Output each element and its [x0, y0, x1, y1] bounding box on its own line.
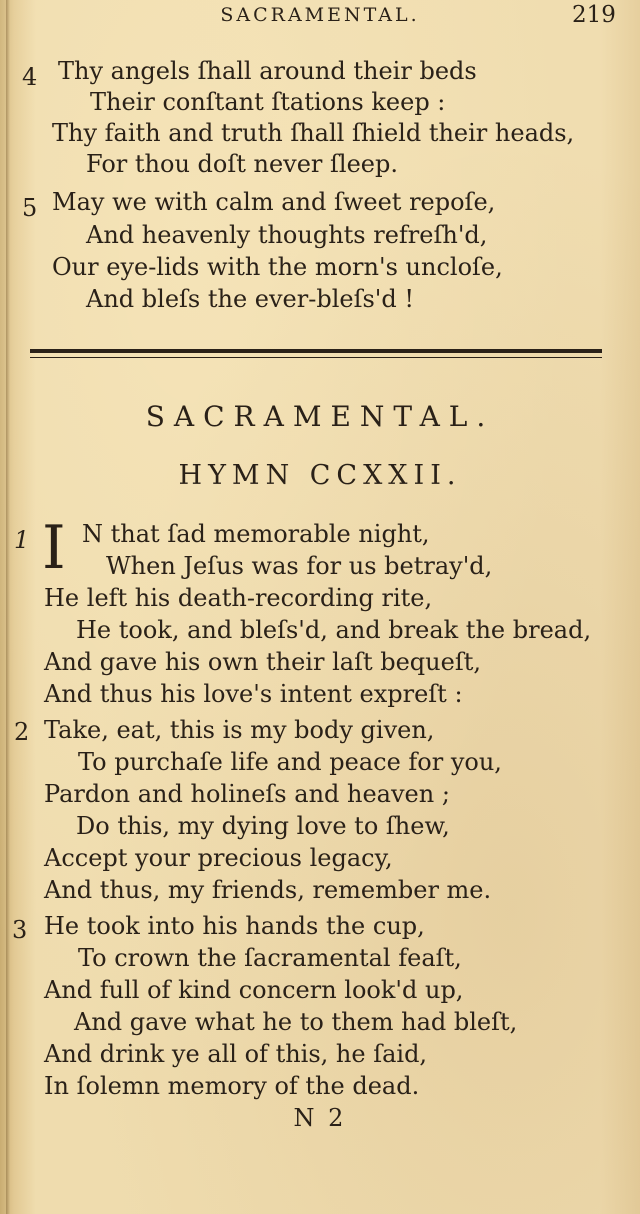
page-gutter-shadow	[6, 0, 10, 1214]
verse-line: And bleſs the ever-bleſs'd !	[86, 285, 415, 313]
verse-line: To crown the ſacramental feaſt,	[78, 944, 462, 972]
verse-line: And gave what he to them had bleſt,	[74, 1008, 518, 1036]
verse-number: 4	[22, 63, 38, 91]
section-title: SACRAMENTAL.	[145, 400, 495, 433]
verse-line: For thou doſt never ſleep.	[86, 150, 398, 178]
signature-mark: N 2	[293, 1104, 347, 1132]
verse-number: 5	[22, 194, 38, 222]
verse-line: And thus, my friends, remember me.	[44, 876, 492, 904]
verse-number: 3	[12, 916, 28, 944]
verse-line: Take, eat, this is my body given,	[44, 716, 435, 744]
verse-line: Thy angels ſhall around their beds	[58, 57, 477, 85]
drop-cap: I	[42, 513, 66, 583]
section-divider-thin	[30, 357, 602, 358]
verse-line: And thus his love's intent expreſt :	[44, 680, 463, 708]
verse-line: Do this, my dying love to ſhew,	[76, 812, 450, 840]
hymn-title: HYMN CCXXII.	[178, 460, 462, 491]
verse-line: And gave his own their laſt bequeſt,	[44, 648, 481, 676]
verse-line: He took into his hands the cup,	[44, 912, 425, 940]
verse-line: And full of kind concern look'd up,	[44, 976, 464, 1004]
verse-line: He left his death-recording rite,	[44, 584, 433, 612]
verse-line: He took, and bleſs'd, and break the bread,	[76, 616, 592, 644]
verse-number: 1	[14, 526, 30, 554]
page-number: 219	[572, 2, 616, 28]
verse-line: Thy faith and truth ſhall ſhield their heads,	[52, 119, 575, 147]
verse-line: And drink ye all of this, he ſaid,	[44, 1040, 428, 1068]
verse-line: And heavenly thoughts refreſh'd,	[86, 221, 488, 249]
verse-line: When Jeſus was for us betray'd,	[106, 552, 493, 580]
section-divider-thick	[30, 349, 602, 353]
verse-line: May we with calm and ſweet repoſe,	[52, 188, 496, 216]
verse-line: To purchaſe life and peace for you,	[78, 748, 502, 776]
verse-number: 2	[14, 718, 30, 746]
verse-line: In ſolemn memory of the dead.	[44, 1072, 420, 1100]
verse-line: N that ſad memorable night,	[82, 520, 430, 548]
verse-line: Their conſtant ſtations keep :	[90, 88, 446, 116]
verse-line: Our eye-lids with the morn's uncloſe,	[52, 253, 503, 281]
verse-line: Accept your precious legacy,	[44, 844, 393, 872]
running-head: SACRAMENTAL.	[220, 4, 420, 26]
verse-line: Pardon and holineſs and heaven ;	[44, 780, 450, 808]
